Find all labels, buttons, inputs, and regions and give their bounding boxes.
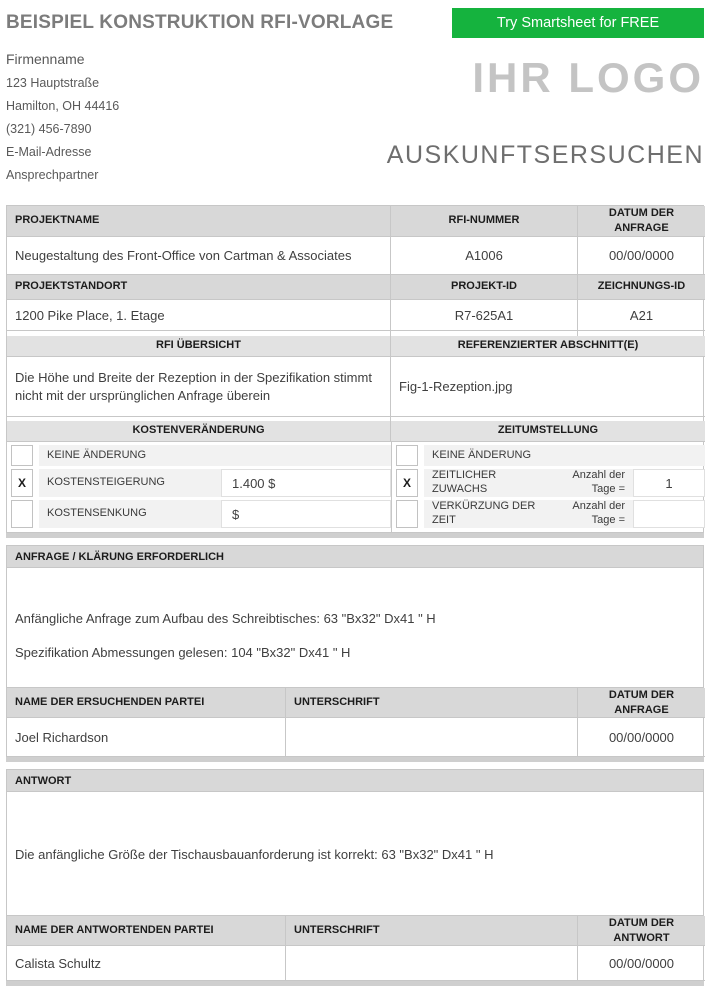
- request-sign-header-row: [6, 688, 704, 718]
- zeitlicher-zuwachs-checkbox: X: [396, 469, 418, 497]
- try-smartsheet-button[interactable]: Try Smartsheet for FREE: [452, 8, 704, 38]
- anfrage-line-2: Spezifikation Abmessungen gelesen: 104 "Bx32" Dx41 " H: [15, 645, 351, 660]
- kostensenkung-checkbox: [11, 500, 33, 528]
- company-street: 123 Hauptstraße: [6, 76, 100, 90]
- projekt-id-value: R7-625A1: [391, 300, 578, 331]
- kostensteigerung-value: 1.400 $: [221, 469, 391, 497]
- ersuchende-partei-value: Joel Richardson: [7, 718, 286, 757]
- request-sign-data-row: [6, 718, 704, 757]
- unterschrift-header: UNTERSCHRIFT: [286, 688, 578, 718]
- keine-aenderung-kosten-checkbox: [11, 445, 33, 466]
- zeichnungs-id-header: ZEICHNUNGS-ID: [578, 275, 705, 300]
- kostensteigerung-label: KOSTENSTEIGERUNG: [39, 469, 221, 497]
- keine-aenderung-zeit-label: KEINE ÄNDERUNG: [424, 445, 705, 466]
- rfi-form: [6, 205, 704, 986]
- antwort-line-1: Die anfängliche Größe der Tischausbauanforderung ist korrekt: 63 "Bx32" Dx41 " H: [15, 847, 494, 862]
- keine-aenderung-zeit-checkbox: [396, 445, 418, 466]
- datum-anfrage-sign-header: DATUM DER ANFRAGE: [578, 688, 705, 718]
- datum-anfrage-header: DATUM DER ANFRAGE: [578, 206, 705, 237]
- datum-anfrage-value: 00/00/0000: [578, 237, 705, 275]
- kostensenkung-label: KOSTENSENKUNG: [39, 500, 221, 528]
- project-header-row: [6, 205, 704, 237]
- unterschrift-value: [286, 718, 578, 757]
- zeitumstellung-header: ZEITUMSTELLUNG: [391, 421, 705, 442]
- rfi-uebersicht-value: Die Höhe und Breite der Rezeption in der Spezifikation stimmt nicht mit der ursprünglichen Anfrage überein: [7, 357, 391, 417]
- projektname-header: PROJEKTNAME: [7, 206, 391, 237]
- page-title: BEISPIEL KONSTRUKTION RFI-VORLAGE: [6, 12, 394, 33]
- antwortende-partei-value: Calista Schultz: [7, 946, 286, 981]
- unterschrift-header: UNTERSCHRIFT: [286, 916, 578, 946]
- kostensenkung-value: $: [221, 500, 391, 528]
- rfi-nummer-header: RFI-NUMMER: [391, 206, 578, 237]
- document-type-title: AUSKUNFTSERSUCHEN: [386, 141, 704, 169]
- zeitlicher-zuwachs-label: ZEITLICHER ZUWACHS Anzahl der Tage =: [424, 469, 633, 497]
- verkuerzung-checkbox: [396, 500, 418, 528]
- referenzierter-abschnitt-value: Fig-1-Rezeption.jpg: [391, 357, 705, 417]
- response-sign-header-row: [6, 916, 704, 946]
- company-email: E-Mail-Adresse: [6, 145, 92, 159]
- cost-change-options: [7, 442, 391, 532]
- company-phone: (321) 456-7890: [6, 122, 92, 136]
- logo-placeholder: IHR LOGO: [472, 54, 704, 101]
- projekt-id-header: PROJEKT-ID: [391, 275, 578, 300]
- change-options: [6, 442, 704, 533]
- overview-header-row: [6, 336, 704, 357]
- company-name: Firmenname: [6, 51, 85, 67]
- company-city: Hamilton, OH 44416: [6, 99, 120, 113]
- antwort-section-header: ANTWORT: [6, 769, 704, 792]
- kostensteigerung-checkbox: X: [11, 469, 33, 497]
- verkuerzung-label: VERKÜRZUNG DER ZEIT Anzahl der Tage =: [424, 500, 633, 528]
- datum-antwort-header: DATUM DER ANTWORT: [578, 916, 705, 946]
- anzahl-der-tage-label: Anzahl der Tage =: [572, 500, 625, 526]
- datum-anfrage-sign-value: 00/00/0000: [578, 718, 705, 757]
- change-header-row: [6, 421, 704, 442]
- anfrage-body: [6, 568, 704, 688]
- zeitlicher-zuwachs-value: 1: [633, 469, 705, 497]
- unterschrift-value: [286, 946, 578, 981]
- rfi-nummer-value: A1006: [391, 237, 578, 275]
- time-change-options: [391, 442, 705, 532]
- anfrage-line-1: Anfängliche Anfrage zum Aufbau des Schreibtisches: 63 "Bx32" Dx41 " H: [15, 611, 436, 626]
- rfi-uebersicht-header: RFI ÜBERSICHT: [7, 336, 391, 357]
- anfrage-section-header: ANFRAGE / KLÄRUNG ERFORDERLICH: [6, 545, 704, 568]
- keine-aenderung-kosten-label: KEINE ÄNDERUNG: [39, 445, 391, 466]
- project-data-row: [6, 237, 704, 275]
- location-header-row: [6, 275, 704, 300]
- anzahl-der-tage-label: Anzahl der Tage =: [572, 469, 625, 495]
- location-data-row: [6, 300, 704, 331]
- kostenveraenderung-header: KOSTENVERÄNDERUNG: [7, 421, 391, 442]
- page-header: [0, 0, 710, 191]
- overview-data-row: [6, 357, 704, 417]
- antwort-body: [6, 792, 704, 916]
- company-info: [6, 51, 306, 191]
- company-contact: Ansprechpartner: [6, 168, 99, 182]
- antwortende-partei-header: NAME DER ANTWORTENDEN PARTEI: [7, 916, 286, 946]
- projektname-value: Neugestaltung des Front-Office von Cartman & Associates: [7, 237, 391, 275]
- projektstandort-value: 1200 Pike Place, 1. Etage: [7, 300, 391, 331]
- projektstandort-header: PROJEKTSTANDORT: [7, 275, 391, 300]
- datum-antwort-value: 00/00/0000: [578, 946, 705, 981]
- ersuchende-partei-header: NAME DER ERSUCHENDEN PARTEI: [7, 688, 286, 718]
- zeichnungs-id-value: A21: [578, 300, 705, 331]
- verkuerzung-value: [633, 500, 705, 528]
- response-sign-data-row: [6, 946, 704, 981]
- referenzierter-abschnitt-header: REFERENZIERTER ABSCHNITT(E): [391, 336, 705, 357]
- section-divider: [6, 981, 704, 986]
